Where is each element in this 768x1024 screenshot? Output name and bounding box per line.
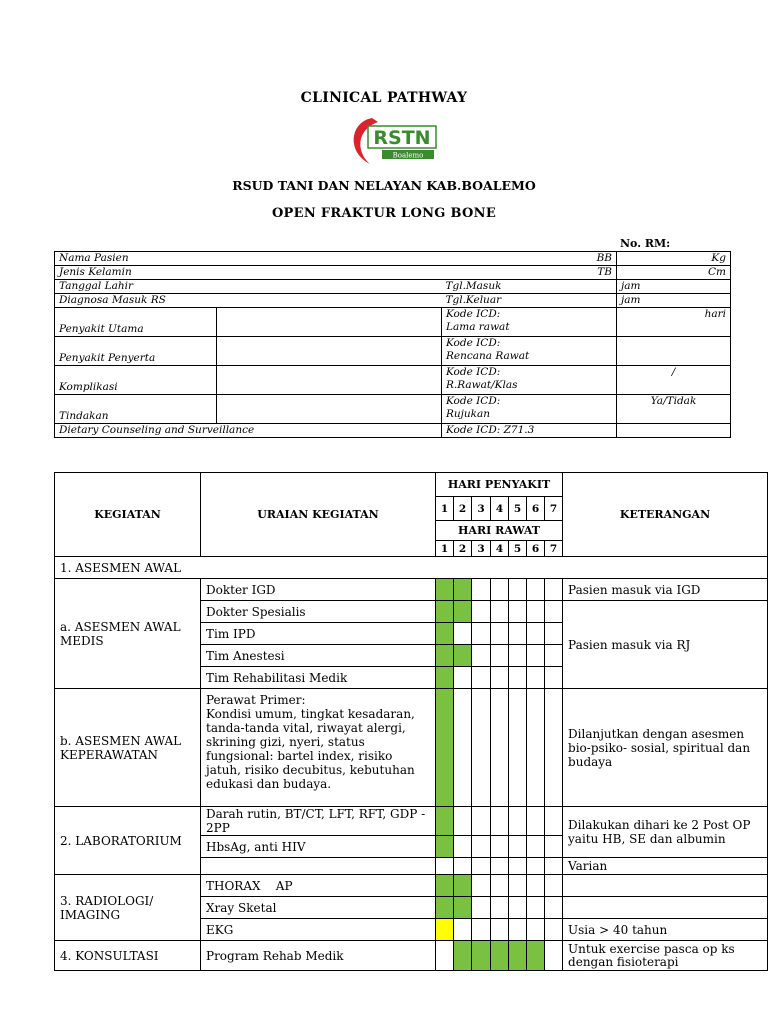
day-cell[interactable] (545, 601, 563, 623)
day-cell[interactable] (527, 897, 545, 919)
hari-rawat-6: 6 (527, 541, 545, 557)
day-cell[interactable] (472, 858, 491, 875)
day-cell[interactable] (436, 579, 454, 601)
keterangan-perawat: Dilanjutkan dengan asesmen bio-psiko- sosial, spiritual dan budaya (563, 689, 768, 807)
day-cell[interactable] (436, 919, 454, 941)
tgl-keluar-label: Tgl.Keluar (442, 294, 617, 308)
cm-label: Cm (617, 266, 731, 280)
day-cell[interactable] (472, 836, 491, 858)
hari-penyakit-7: 7 (545, 497, 563, 521)
day-cell[interactable] (454, 807, 472, 836)
jam-masuk-label: jam (617, 280, 731, 294)
pathway-subtitle: OPEN FRAKTUR LONG BONE (271, 206, 497, 221)
diagnosa-label: Diagnosa Masuk RS (55, 294, 217, 308)
day-cell[interactable] (491, 941, 509, 971)
day-cell[interactable] (472, 667, 491, 689)
day-cell[interactable] (545, 875, 563, 897)
day-cell[interactable] (472, 897, 491, 919)
hari-penyakit-2: 2 (454, 497, 472, 521)
day-cell[interactable] (491, 579, 509, 601)
komplikasi-label: Komplikasi (55, 366, 217, 395)
jenis-kelamin-label: Jenis Kelamin (55, 266, 217, 280)
day-cell[interactable] (509, 858, 527, 875)
rencana-rawat-value[interactable] (617, 337, 731, 366)
hari-penyakit-5: 5 (509, 497, 527, 521)
day-cell[interactable] (454, 941, 472, 971)
day-cell[interactable] (509, 623, 527, 645)
col-kegiatan: KEGIATAN (55, 473, 201, 557)
hari-penyakit-1: 1 (436, 497, 454, 521)
day-cell[interactable] (472, 875, 491, 897)
item-dokter-spesialis: Dokter Spesialis (201, 601, 436, 623)
day-cell[interactable] (454, 623, 472, 645)
day-cell[interactable] (436, 858, 454, 875)
dietary-label: Dietary Counseling and Surveillance (55, 424, 442, 438)
penyakit-utama-value[interactable] (217, 308, 442, 337)
day-cell[interactable] (527, 667, 545, 689)
hari-penyakit-3: 3 (472, 497, 491, 521)
day-cell[interactable] (472, 579, 491, 601)
hospital-name: RSUD TANI DAN NELAYAN KAB.BOALEMO (232, 178, 536, 193)
day-cell[interactable] (436, 941, 454, 971)
day-cell[interactable] (436, 623, 454, 645)
keterangan-rj: Pasien masuk via RJ (563, 601, 768, 689)
penyakit-penyerta-value[interactable] (217, 337, 442, 366)
day-cell[interactable] (454, 601, 472, 623)
diagnosa-value[interactable] (217, 294, 442, 308)
item-rehab-medik: Program Rehab Medik (201, 941, 436, 971)
day-cell[interactable] (545, 919, 563, 941)
day-cell[interactable] (491, 623, 509, 645)
day-cell[interactable] (436, 645, 454, 667)
no-rm-label: No. RM: (620, 237, 671, 250)
tindakan-label: Tindakan (55, 395, 217, 424)
keterangan-varian: Varian (563, 858, 768, 875)
item-dokter-igd: Dokter IGD (201, 579, 436, 601)
kode-icd-penyerta: Kode ICD: Rencana Rawat (442, 337, 617, 366)
day-cell[interactable] (491, 858, 509, 875)
hari-rawat-7: 7 (545, 541, 563, 557)
item-tim-rehab: Tim Rehabilitasi Medik (201, 667, 436, 689)
keterangan-thorax (563, 875, 768, 897)
clinical-pathway-table (54, 472, 768, 971)
day-cell[interactable] (491, 601, 509, 623)
bb-label: BB (442, 252, 617, 266)
keterangan-xray (563, 897, 768, 919)
day-cell[interactable] (436, 836, 454, 858)
day-cell[interactable] (509, 689, 527, 807)
hari-rawat-5: 5 (509, 541, 527, 557)
day-cell[interactable] (509, 601, 527, 623)
jenis-kelamin-value[interactable] (217, 266, 442, 280)
kg-label: Kg (617, 252, 731, 266)
day-cell[interactable] (509, 919, 527, 941)
day-cell[interactable] (527, 875, 545, 897)
hari-rawat-4: 4 (491, 541, 509, 557)
day-cell[interactable] (527, 579, 545, 601)
day-cell[interactable] (436, 667, 454, 689)
tanggal-lahir-label: Tanggal Lahir (55, 280, 217, 294)
day-cell[interactable] (491, 667, 509, 689)
day-cell[interactable] (545, 807, 563, 836)
section-asesmen-awal: 1. ASESMEN AWAL (55, 557, 768, 579)
day-cell[interactable] (527, 645, 545, 667)
keterangan-igd: Pasien masuk via IGD (563, 579, 768, 601)
hari-penyakit-6: 6 (527, 497, 545, 521)
kode-icd-utama: Kode ICD: Lama rawat (442, 308, 617, 337)
day-cell[interactable] (527, 836, 545, 858)
group-laboratorium: 2. LABORATORIUM (55, 807, 201, 875)
item-xray: Xray Sketal (201, 897, 436, 919)
patient-info-table (54, 251, 731, 438)
day-cell[interactable] (436, 897, 454, 919)
item-tim-anestesi: Tim Anestesi (201, 645, 436, 667)
day-cell[interactable] (545, 941, 563, 971)
day-cell[interactable] (472, 941, 491, 971)
ya-tidak-label: Ya/Tidak (617, 395, 731, 424)
page-title: CLINICAL PATHWAY (300, 90, 468, 106)
day-cell[interactable] (454, 858, 472, 875)
item-lab-empty (201, 858, 436, 875)
day-cell[interactable] (436, 601, 454, 623)
day-cell[interactable] (527, 689, 545, 807)
penyakit-penyerta-label: Penyakit Penyerta (55, 337, 217, 366)
day-cell[interactable] (527, 858, 545, 875)
day-cell[interactable] (545, 623, 563, 645)
day-cell[interactable] (527, 601, 545, 623)
day-cell[interactable] (472, 919, 491, 941)
item-perawat-primer: Perawat Primer: Kondisi umum, tingkat kesadaran, tanda-tanda vital, riwayat alergi, skrining gizi, nyeri, status fungsional: bartel index, risiko jatuh, risiko decubitus, kebutuhan edukasi dan budaya. (201, 689, 436, 807)
day-cell[interactable] (454, 645, 472, 667)
komplikasi-value[interactable] (217, 366, 442, 395)
day-cell[interactable] (527, 919, 545, 941)
day-cell[interactable] (491, 875, 509, 897)
day-cell[interactable] (527, 623, 545, 645)
tb-label: TB (442, 266, 617, 280)
day-cell[interactable] (509, 897, 527, 919)
group-asesmen-keperawatan: b. ASESMEN AWAL KEPERAWATAN (55, 689, 201, 807)
day-cell[interactable] (454, 897, 472, 919)
item-ekg: EKG (201, 919, 436, 941)
svg-text:RSTN: RSTN (373, 127, 431, 149)
day-cell[interactable] (545, 897, 563, 919)
day-cell[interactable] (436, 689, 454, 807)
hari-rawat-3: 3 (472, 541, 491, 557)
item-hbsag: HbsAg, anti HIV (201, 836, 436, 858)
day-cell[interactable] (472, 807, 491, 836)
day-cell[interactable] (545, 667, 563, 689)
dietary-value[interactable] (617, 424, 731, 438)
kode-icd-dietary: Kode ICD: Z71.3 (442, 424, 617, 438)
hari-label: hari (617, 308, 731, 337)
day-cell[interactable] (491, 689, 509, 807)
day-cell[interactable] (509, 875, 527, 897)
day-cell[interactable] (454, 836, 472, 858)
day-cell[interactable] (491, 807, 509, 836)
col-keterangan: KETERANGAN (563, 473, 768, 557)
day-cell[interactable] (509, 807, 527, 836)
day-cell[interactable] (545, 858, 563, 875)
day-cell[interactable] (545, 836, 563, 858)
day-cell[interactable] (509, 836, 527, 858)
group-konsultasi: 4. KONSULTASI (55, 941, 201, 971)
day-cell[interactable] (509, 645, 527, 667)
group-asesmen-medis: a. ASESMEN AWAL MEDIS (55, 579, 201, 689)
day-cell[interactable] (454, 689, 472, 807)
day-cell[interactable] (454, 579, 472, 601)
item-darah-rutin: Darah rutin, BT/CT, LFT, RFT, GDP - 2PP (201, 807, 436, 836)
kode-icd-tindakan: Kode ICD: Rujukan (442, 395, 617, 424)
keterangan-lab: Dilakukan dihari ke 2 Post OP yaitu HB, SE dan albumin (563, 807, 768, 858)
day-cell[interactable] (472, 645, 491, 667)
col-uraian: URAIAN KEGIATAN (201, 473, 436, 557)
day-cell[interactable] (509, 579, 527, 601)
nama-pasien-label: Nama Pasien (55, 252, 217, 266)
tgl-masuk-label: Tgl.Masuk (442, 280, 617, 294)
day-cell[interactable] (545, 579, 563, 601)
penyakit-utama-label: Penyakit Utama (55, 308, 217, 337)
nama-pasien-value[interactable] (217, 252, 442, 266)
hari-rawat-2: 2 (454, 541, 472, 557)
day-cell[interactable] (545, 645, 563, 667)
tindakan-value[interactable] (217, 395, 442, 424)
day-cell[interactable] (472, 601, 491, 623)
keterangan-ekg: Usia > 40 tahun (563, 919, 768, 941)
kode-icd-komplikasi: Kode ICD: R.Rawat/Klas (442, 366, 617, 395)
day-cell[interactable] (527, 941, 545, 971)
hari-rawat-1: 1 (436, 541, 454, 557)
day-cell[interactable] (491, 897, 509, 919)
day-cell[interactable] (527, 807, 545, 836)
day-cell[interactable] (545, 689, 563, 807)
tanggal-lahir-value[interactable] (217, 280, 442, 294)
day-cell[interactable] (472, 623, 491, 645)
day-cell[interactable] (454, 667, 472, 689)
svg-text:Boalemo: Boalemo (392, 151, 424, 160)
day-cell[interactable] (509, 667, 527, 689)
day-cell[interactable] (454, 919, 472, 941)
keterangan-konsul: Untuk exercise pasca op ks dengan fisioterapi (563, 941, 768, 971)
hari-penyakit-4: 4 (491, 497, 509, 521)
jam-keluar-label: jam (617, 294, 731, 308)
hospital-logo (342, 112, 442, 172)
col-hari-rawat: HARI RAWAT (436, 521, 563, 541)
day-cell[interactable] (436, 807, 454, 836)
col-hari-penyakit: HARI PENYAKIT (436, 473, 563, 497)
day-cell[interactable] (454, 875, 472, 897)
day-cell[interactable] (472, 689, 491, 807)
day-cell[interactable] (491, 836, 509, 858)
day-cell[interactable] (491, 919, 509, 941)
day-cell[interactable] (436, 875, 454, 897)
rawat-klas-slash: / (617, 366, 731, 395)
item-thorax: THORAX AP (201, 875, 436, 897)
day-cell[interactable] (491, 645, 509, 667)
day-cell[interactable] (509, 941, 527, 971)
group-radiologi: 3. RADIOLOGI/ IMAGING (55, 875, 201, 941)
item-tim-ipd: Tim IPD (201, 623, 436, 645)
